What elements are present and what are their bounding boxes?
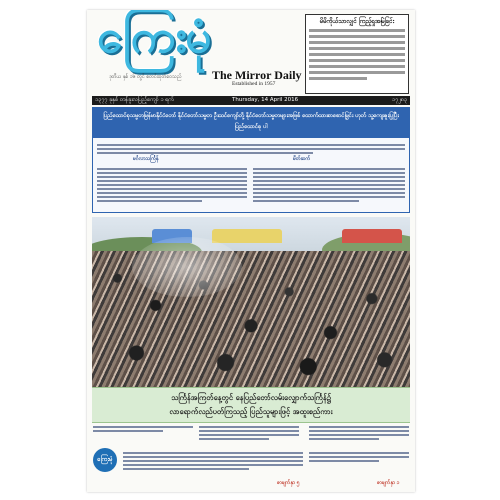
caption-line-2: လာရောက်လည်ပတ်ကြသည့် ပြည်သူများဖြင့် အထူးစည်ကား [169, 407, 333, 416]
text-line [309, 35, 405, 38]
text-line [97, 200, 202, 202]
text-line [309, 41, 405, 44]
text-line [97, 176, 247, 178]
notice-box [305, 14, 409, 94]
text-line [253, 180, 405, 182]
text-line [97, 180, 247, 182]
bottom-story-text [123, 450, 303, 472]
text-line [97, 152, 313, 154]
text-line [309, 59, 405, 62]
text-line [253, 176, 405, 178]
photo-water-spray [132, 237, 242, 297]
lead-headline-banner [93, 108, 409, 138]
text-line [123, 456, 303, 458]
text-line [309, 438, 379, 440]
text-line [309, 452, 409, 454]
established-line: Established in 1957 [232, 81, 276, 87]
bottom-column-3 [309, 424, 409, 442]
text-line [93, 430, 163, 432]
text-line [123, 452, 303, 454]
text-line [309, 71, 405, 74]
text-line [309, 29, 405, 32]
text-line [253, 168, 405, 170]
text-line [97, 168, 247, 170]
text-line [253, 184, 405, 186]
text-line [309, 426, 409, 428]
notice-title: မိမိကိုယ်သာလျှင် ကြည့်ရှုအမြဲခြင်း [319, 18, 395, 25]
dateline-burmese: ၁၃၇၇ ခုနှစ် တန်ခူးလပြည့်ကျော် ၁ ရက် [95, 97, 174, 103]
photo-tent [212, 229, 282, 243]
text-line [309, 47, 405, 50]
text-line [199, 426, 299, 428]
section-logo-badge: ကြေးမုံ [93, 448, 117, 472]
text-line [309, 77, 367, 80]
continued-marker: စာမျက်နှာ ၁ [377, 480, 400, 486]
photo-tent [342, 229, 402, 243]
text-line [253, 172, 405, 174]
column-left [97, 166, 247, 204]
text-line [253, 200, 359, 202]
text-line [253, 192, 405, 194]
lead-story-box [92, 107, 410, 213]
issue-number: ၁၇၂၈၃ [391, 97, 407, 103]
text-line [97, 184, 247, 186]
logo-subline: ဒုတိယ နှစ် ၁၆ တွင် စတင်ထုတ်ဝေသည် [109, 74, 182, 80]
text-line [123, 460, 303, 462]
text-line [253, 196, 405, 198]
text-line [123, 468, 249, 470]
text-line [123, 464, 303, 466]
bottom-story-right [309, 450, 409, 464]
text-line [97, 148, 405, 150]
text-line [253, 188, 405, 190]
subhead-right: မိတ်ဆက် [293, 156, 311, 162]
text-line [97, 172, 247, 174]
bottom-column-2 [199, 424, 299, 442]
text-line [309, 53, 405, 56]
text-line [199, 434, 299, 436]
text-line [97, 192, 247, 194]
text-line [309, 65, 405, 68]
text-line [93, 426, 193, 428]
dateline-bar [92, 96, 410, 105]
text-line [97, 196, 247, 198]
newspaper-name: The Mirror Daily [212, 68, 302, 82]
newspaper-front-page [87, 10, 415, 492]
lead-headline: ပြည်ထောင်စုသမ္မတမြန်မာနိုင်ငံတော် နိုင်ငံတော်သမ္မတ ဦးထင်ကျော်တို့ နိုင်ငံတော်သမ္မတများအဖြစ် ထောက်ထားစာစောင်မြှင်း ဟုတ် သူ့ကျေးဇူးပြုပြီး ပြည်ထောင်စု ပါ [103, 113, 399, 130]
text-line [309, 456, 409, 458]
continued-marker: စာမျက်နှာ ၅ [277, 480, 300, 486]
text-line [97, 188, 247, 190]
front-page-photo [92, 217, 410, 387]
column-right [253, 166, 405, 204]
text-line [309, 460, 379, 462]
photo-caption [92, 387, 410, 423]
caption-line-1: သင်္ကြန်အကြတ်နေ့တွင် နေပြည်တော်လမ်းလျှောက်သင်္ကြန်၌ [171, 393, 331, 402]
text-line [97, 144, 405, 146]
text-line [199, 438, 269, 440]
text-line [199, 430, 299, 432]
text-line [309, 430, 409, 432]
caption-text [92, 391, 410, 419]
dateline-english: Thursday, 14 April 2016 [232, 97, 299, 103]
text-line [309, 434, 409, 436]
logo-text: ကြေးမုံ [97, 10, 210, 63]
subhead-left: မင်္ဂလာသင်္ကြန် [133, 156, 159, 162]
intro-text [97, 142, 405, 156]
bottom-column-1 [93, 424, 193, 434]
